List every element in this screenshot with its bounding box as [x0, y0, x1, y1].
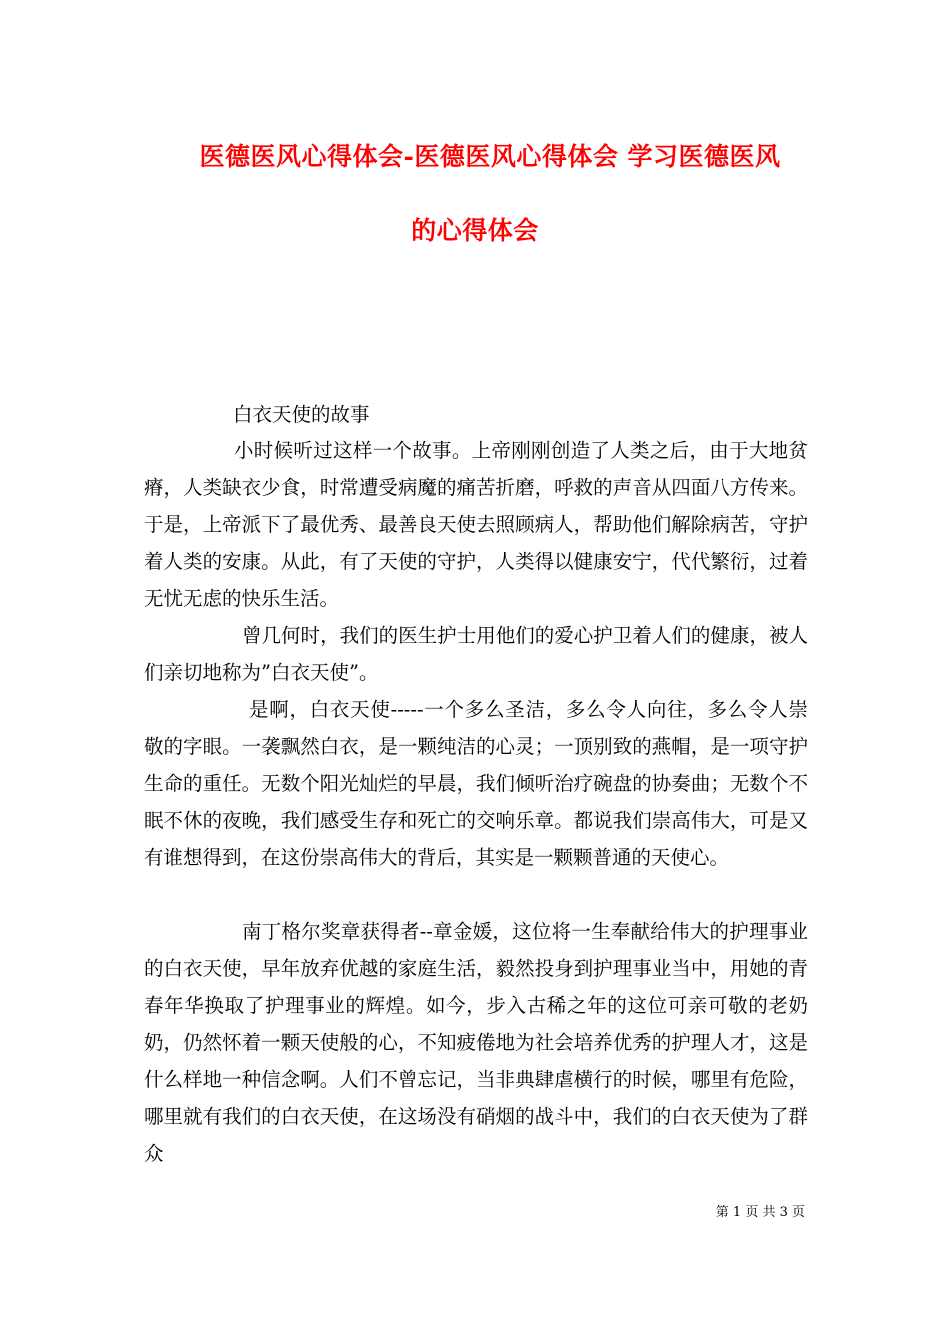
document-title-line-2: 的心得体会	[411, 216, 539, 245]
page-number-footer: 第 1 页 共 3 页	[715, 1205, 805, 1220]
document-title-line-1: 医德医风心得体会-医德医风心得体会 学习医德医风	[199, 142, 781, 171]
paragraph-3: 是啊，白衣天使-----一个多么圣洁，多么令人向往，多么令人崇敬的字眼。一袭飘然白衣，是一颗纯洁的心灵；一顶别致的燕帽，是一项守护生命的重任。无数个阳光灿烂的早晨，我们倾听治疗碗盘的协奏曲；无数个不眠不休的夜晚，我们感受生存和死亡的交响乐章。都说我们崇高伟大，可是又有谁想得到，在这份崇高伟大的背后，其实是一颗颗普通的天使心。	[144, 698, 808, 869]
section-heading: 白衣天使的故事	[233, 403, 370, 426]
paragraph-4: 南丁格尔奖章获得者--章金媛，这位将一生奉献给伟大的护理事业的白衣天使，早年放弃优越的家庭生活，毅然投身到护理事业当中，用她的青春年华换取了护理事业的辉煌。如今，步入古稀之年的这位可亲可敬的老奶奶，仍然怀着一颗天使般的心，不知疲倦地为社会培养优秀的护理人才，这是什么样地一种信念啊。人们不曾忘记，当非典肆虐横行的时候，哪里有危险，哪里就有我们的白衣天使，在这场没有硝烟的战斗中，我们的白衣天使为了群众	[144, 920, 808, 1165]
paragraph-1: 小时候听过这样一个故事。上帝刚刚创造了人类之后，由于大地贫瘠，人类缺衣少食，时常遭受病魔的痛苦折磨，呼救的声音从四面八方传来。于是，上帝派下了最优秀、最善良天使去照顾病人，帮助他们解除病苦，守护着人类的安康。从此，有了天使的守护，人类得以健康安宁，代代繁衍，过着无忧无虑的快乐生活。	[144, 439, 808, 610]
paragraph-2: 曾几何时，我们的医生护士用他们的爱心护卫着人们的健康，被人们亲切地称为”白衣天使”。	[144, 624, 808, 684]
